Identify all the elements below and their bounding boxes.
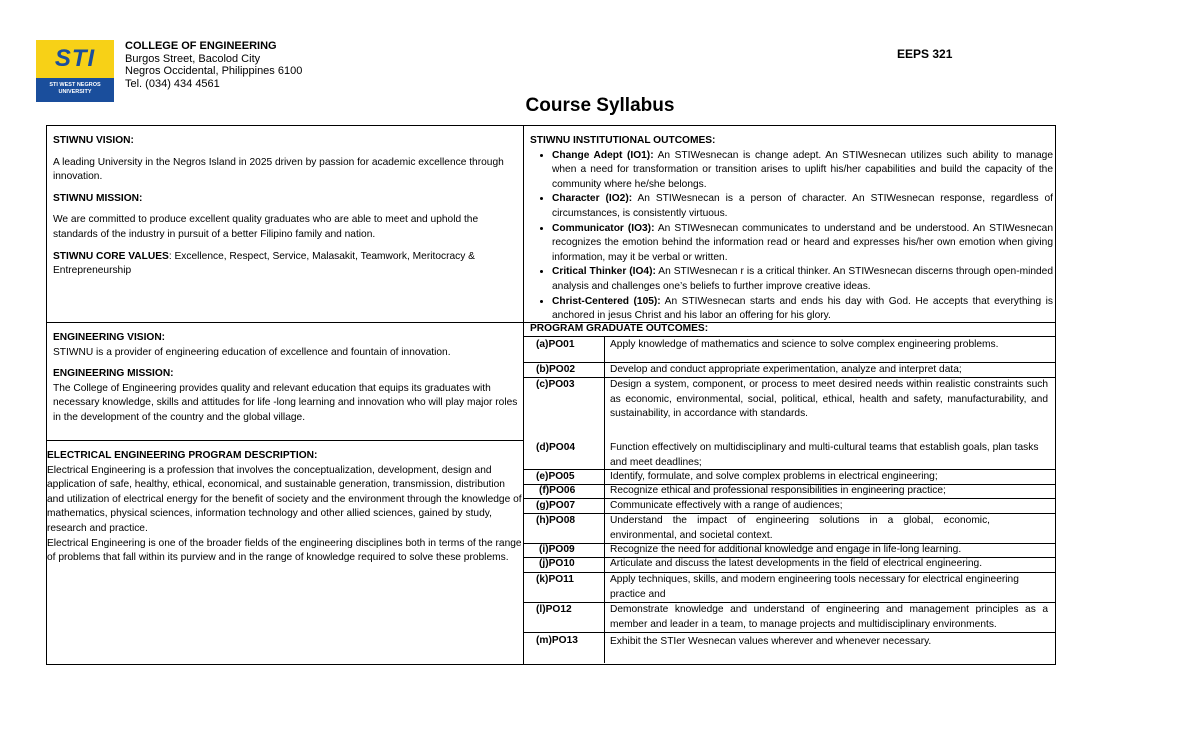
io-heading: STIWNU INSTITUTIONAL OUTCOMES: [530,135,716,146]
eng-vision-heading: ENGINEERING VISION: [53,332,166,343]
po-code: (d)PO04 [536,442,576,453]
engineering-vision-mission [53,331,521,426]
address-line-2: Negros Occidental, Philippines 6100 [125,65,303,77]
mission-heading: STIWNU MISSION: [53,192,143,204]
po-code: (f)PO06 [539,485,576,496]
po-description: Communicate effectively with a range of audiences; [610,500,843,511]
po-code: (e)PO05 [536,471,575,482]
course-code: EEPS 321 [897,47,953,61]
po-column-divider [604,336,605,663]
logo-mark: STI [36,40,114,78]
list-item: • Communicator (IO3): An STIWesnecan communicates to understand and be understood. An STIWesnecan recognizes the emotion behind the information read or heard and expresses his/her own emotion when giving information, may it be verbal or written. [552,222,1053,266]
telephone: Tel. (034) 434 4561 [125,77,220,90]
ee-heading: ELECTRICAL ENGINEERING PROGRAM DESCRIPTION: [47,450,318,461]
po-code: (i)PO09 [539,544,575,555]
list-item: • Christ-Centered (105): An STIWesnecan starts and ends his day with God. He accepts that everything is anchored in jesus Christ and his labor an offering for his glory. [552,295,1053,324]
io-list [530,149,1053,324]
po-description: Understand the impact of engineering solutions in a global, economic, environmental, and societal context. [610,515,990,541]
page-title: Course Syllabus [525,95,675,116]
po-code: (a)PO01 [536,339,575,350]
po-code: (c)PO03 [536,379,575,390]
po-description: Apply techniques, skills, and modern engineering tools necessary for electrical engineering practice and [610,574,1019,600]
ee-program-description [47,449,522,566]
po-code: (j)PO10 [539,558,575,569]
po-description: Design a system, component, or process to meet desired needs within realistic constraints such as economic, environmental, social, political, ethical, health and safety, manufacturability, and sustainability, in accordance with standards. [610,379,1048,420]
list-item: • Critical Thinker (IO4): An STIWesnecan r is a critical thinker. An STIWesnecan discerns through open-minded analysis and challenges one’s beliefs to further improve creative ideas. [552,265,1053,294]
po-description: Apply knowledge of mathematics and science to solve complex engineering problems. [610,339,999,350]
institutional-outcomes [530,134,1053,324]
po-description: Recognize ethical and professional responsibilities in engineering practice; [610,485,946,496]
vision-heading: STIWNU VISION: [53,135,134,146]
po-description: Exhibit the STIer Wesnecan values wherever and whenever necessary. [610,636,932,647]
po-code: (h)PO08 [536,515,576,526]
po-description: Demonstrate knowledge and understand of engineering and management principles as a member and leader in a team, to manage projects and multidisciplinary environments. [610,604,1048,630]
stiwnu-vision-mission [53,134,519,279]
list-item: • Character (IO2): An STIWesnecan is a person of character. An STIWesnecan response, regardless of circumstances, is consistently virtuous. [552,192,1053,221]
po-description: Develop and conduct appropriate experimentation, analyze and interpret data; [610,364,962,375]
university-logo [36,40,114,102]
po-description: Recognize the need for additional knowledge and engage in life-long learning. [610,544,962,555]
column-divider [523,125,524,665]
college-name: COLLEGE OF ENGINEERING [125,40,277,52]
mission-text: We are committed to produce excellent quality graduates who are able to meet and uphold the standards of the industry in pursuit of a better Filipino family and nation. [53,214,479,240]
core-values-heading: STIWNU CORE VALUES [53,250,169,262]
ee-paragraph-1: Electrical Engineering is a profession that involves the conceptualization, development, design and application of safe, healthy, ethical, economical, and sustainable generation, transmission, distribution and utilization of electrical energy for the benefit of society and the environment through the knowledge of mathematics, physical sciences, information technology and other allied sciences, gained by study, research and practice. [47,464,522,534]
po-heading: PROGRAM GRADUATE OUTCOMES: [530,323,709,334]
po-code: (l)PO12 [536,604,572,615]
row-divider [46,440,524,441]
eng-mission-heading: ENGINEERING MISSION: [53,368,174,380]
logo-subtitle: STI WEST NEGROS UNIVERSITY [49,82,101,95]
po-code: (m)PO13 [536,635,578,646]
po-description: Identify, formulate, and solve complex problems in electrical engineering; [610,471,938,482]
po-code: (k)PO11 [536,574,574,585]
college-header [125,40,302,90]
po-code: (g)PO07 [536,500,576,511]
eng-vision-text: STIWNU is a provider of engineering education of excellence and fountain of innovation. [53,346,451,358]
po-code: (b)PO02 [536,364,576,375]
list-item: • Change Adept (IO1): An STIWesnecan is change adept. An STIWesnecan utilizes such ability to manage when a need for transformation or transition arises to uplift his/her capabilities and build the capacity of the community where he/she belongs. [552,149,1053,193]
ee-paragraph-2: Electrical Engineering is one of the broader fields of the engineering disciplines both in terms of the range of problems that fall within its purview and in the range of knowledge required to solve these problems. [47,537,522,564]
po-description: Articulate and discuss the latest developments in the field of electrical engineering. [610,558,983,569]
core-values-text: : Excellence, Respect, Service, Malasakit, Teamwork, Meritocracy & Entrepreneurship [53,250,475,277]
vision-text: A leading University in the Negros Island in 2025 driven by passion for academic excellence through innovation. [53,156,504,183]
address-line-1: Burgos Street, Bacolod City [125,52,261,65]
eng-mission-text: The College of Engineering provides quality and relevant education that equips its graduates with necessary knowledge, skills and attitudes for life -long learning and innovation who will play major roles in the development of the country and the global village. [53,382,518,423]
po-description: Function effectively on multidisciplinary and multi-cultural teams that establish goals, plan tasks and meet deadlines; [610,442,1039,468]
